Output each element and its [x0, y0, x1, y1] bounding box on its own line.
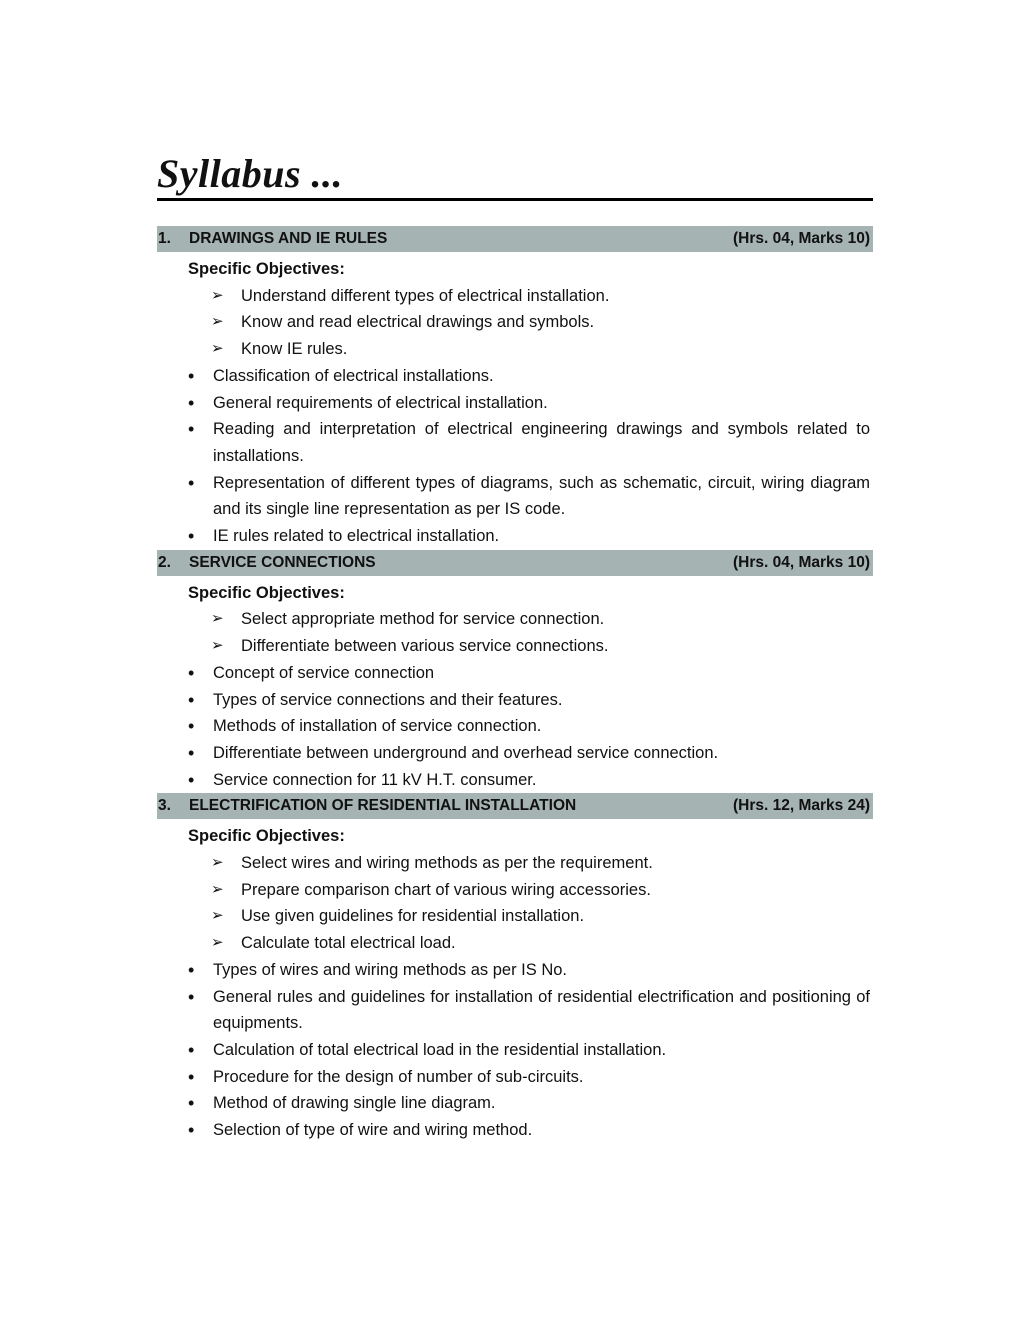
topic-item: • Method of drawing single line diagram.: [157, 1090, 873, 1117]
section-header: [157, 226, 873, 252]
dot-bullet-icon: •: [188, 1066, 195, 1087]
arrow-bullet-icon: ➢: [211, 610, 224, 628]
arrow-bullet-icon: ➢: [211, 880, 224, 898]
arrow-bullet-icon: ➢: [211, 286, 224, 304]
section-header: [157, 550, 873, 576]
topics-list: [157, 957, 873, 1144]
dot-bullet-icon: •: [188, 419, 195, 440]
topic-item: • Reading and interpretation of electrical engineering drawings and symbols related to installations.: [157, 416, 873, 469]
page-title: Syllabus ...: [157, 151, 344, 196]
title-rule: [157, 198, 873, 201]
topic-item: • Types of wires and wiring methods as per IS No.: [157, 957, 873, 984]
objective-item: ➢ Select appropriate method for service connection.: [157, 606, 873, 633]
objectives-heading: Specific Objectives:: [188, 827, 345, 846]
section-1: [157, 226, 873, 550]
objective-item: ➢ Use given guidelines for residential installation.: [157, 903, 873, 930]
topic-item: • Types of service connections and their features.: [157, 687, 873, 714]
objectives-heading: Specific Objectives:: [188, 260, 345, 278]
objectives-heading: Specific Objectives:: [188, 583, 345, 602]
section-header: [157, 793, 873, 819]
arrow-bullet-icon: ➢: [211, 934, 224, 952]
dot-bullet-icon: •: [188, 986, 195, 1007]
topic-item: • General requirements of electrical installation.: [157, 390, 873, 417]
dot-bullet-icon: •: [188, 769, 195, 790]
dot-bullet-icon: •: [188, 1120, 195, 1141]
topic-item: • Classification of electrical installations.: [157, 363, 873, 390]
section-number: 2.: [158, 553, 171, 571]
section-title: ELECTRIFICATION OF RESIDENTIAL INSTALLATION: [189, 797, 577, 815]
dot-bullet-icon: •: [188, 526, 195, 547]
topic-item: • Concept of service connection: [157, 660, 873, 687]
dot-bullet-icon: •: [188, 662, 195, 683]
section-title: SERVICE CONNECTIONS: [189, 553, 376, 571]
topic-item: • Service connection for 11 kV H.T. consumer.: [157, 767, 873, 794]
objective-item: ➢ Calculate total electrical load.: [157, 930, 873, 957]
section-hours-marks: (Hrs. 04, Marks 10): [733, 230, 870, 247]
dot-bullet-icon: •: [188, 1093, 195, 1114]
topic-item: • General rules and guidelines for installation of residential electrification and positioning of equipments.: [157, 984, 873, 1037]
objective-item: ➢ Select wires and wiring methods as per the requirement.: [157, 850, 873, 877]
objectives-list: [157, 606, 873, 659]
topic-item: • Representation of different types of diagrams, such as schematic, circuit, wiring diagram and its single line representation as per IS code.: [157, 470, 873, 523]
objectives-list: [157, 283, 873, 363]
dot-bullet-icon: •: [188, 689, 195, 710]
section-hours-marks: (Hrs. 04, Marks 10): [733, 553, 870, 571]
arrow-bullet-icon: ➢: [211, 637, 224, 655]
objective-item: ➢ Prepare comparison chart of various wiring accessories.: [157, 877, 873, 904]
objective-item: ➢ Understand different types of electrical installation.: [157, 283, 873, 310]
objective-item: ➢ Know and read electrical drawings and symbols.: [157, 309, 873, 336]
dot-bullet-icon: •: [188, 1039, 195, 1060]
arrow-bullet-icon: ➢: [211, 313, 224, 331]
dot-bullet-icon: •: [188, 716, 195, 737]
dot-bullet-icon: •: [188, 959, 195, 980]
arrow-bullet-icon: ➢: [211, 854, 224, 872]
section-title: DRAWINGS AND IE RULES: [189, 230, 388, 247]
section-number: 1.: [158, 230, 171, 247]
topics-list: [157, 363, 873, 550]
dot-bullet-icon: •: [188, 742, 195, 763]
topic-item: • Calculation of total electrical load in the residential installation.: [157, 1037, 873, 1064]
dot-bullet-icon: •: [188, 392, 195, 413]
dot-bullet-icon: •: [188, 472, 195, 493]
topic-item: • IE rules related to electrical installation.: [157, 523, 873, 550]
syllabus-content: [157, 226, 873, 1144]
dot-bullet-icon: •: [188, 365, 195, 386]
arrow-bullet-icon: ➢: [211, 340, 224, 358]
section-3: [157, 793, 873, 1143]
objective-item: ➢ Differentiate between various service connections.: [157, 633, 873, 660]
section-2: [157, 550, 873, 794]
objective-item: ➢ Know IE rules.: [157, 336, 873, 363]
arrow-bullet-icon: ➢: [211, 907, 224, 925]
topic-item: • Methods of installation of service connection.: [157, 713, 873, 740]
topics-list: [157, 660, 873, 794]
section-number: 3.: [158, 797, 171, 815]
section-hours-marks: (Hrs. 12, Marks 24): [733, 797, 870, 815]
topic-item: • Differentiate between underground and overhead service connection.: [157, 740, 873, 767]
objectives-list: [157, 850, 873, 957]
topic-item: • Selection of type of wire and wiring method.: [157, 1117, 873, 1144]
topic-item: • Procedure for the design of number of sub-circuits.: [157, 1064, 873, 1091]
